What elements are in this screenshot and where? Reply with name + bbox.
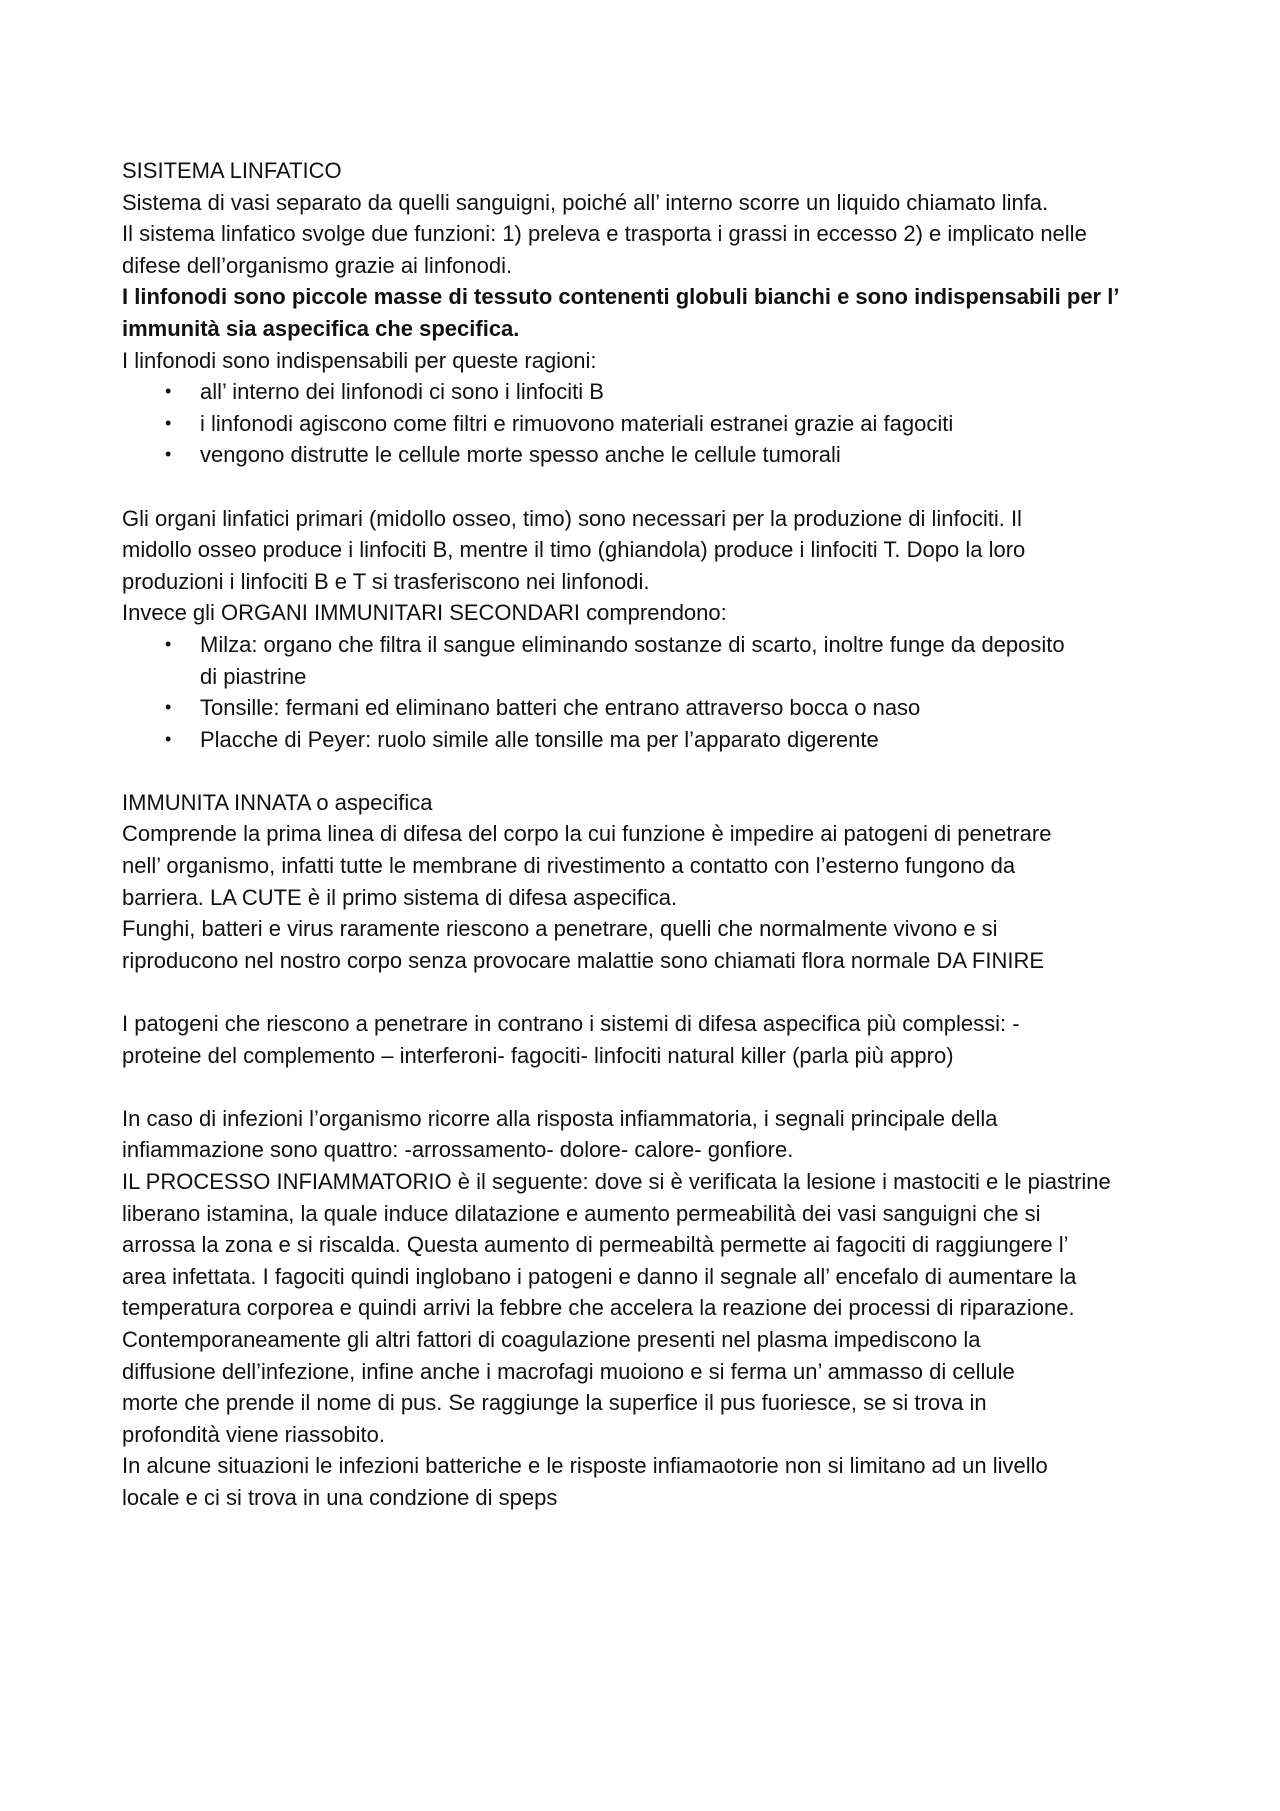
bullet-icon: • [165,444,172,465]
list-item [122,408,1172,440]
list-item-text: all’ interno dei linfonodi ci sono i linfociti B [200,379,604,405]
text-line: immunità sia aspecifica che specifica. [122,315,520,341]
primary-organs-paragraph [122,503,1172,629]
text-line: difese dell’organismo grazie ai linfonodi. [122,252,513,278]
list-item-text: i linfonodi agiscono come filtri e rimuovono materiali estranei grazie ai fagociti [200,410,954,436]
bold-paragraph [122,281,1172,344]
text-line: Comprende la prima linea di difesa del corpo la cui funzione è impedire ai patogeni di penetrare [122,821,1052,847]
innate-paragraph [122,818,1172,976]
document-title: SISITEMA LINFATICO [122,158,342,183]
text-line: profondità viene riassobito. [122,1421,385,1447]
text-line: locale e ci si trova in una condzione di speps [122,1484,558,1510]
list-item-text: Placche di Peyer: ruolo simile alle tonsille ma per l’apparato digerente [200,726,879,752]
text-line: nell’ organismo, infatti tutte le membrane di rivestimento a contatto con l’esterno fungono da [122,853,1016,879]
text-line: Funghi, batteri e virus raramente riescono a penetrare, quelli che normalmente vivono e si [122,916,998,942]
text-line: midollo osseo produce i linfociti B, mentre il timo (ghiandola) produce i linfociti T. Dopo la loro [122,537,1026,563]
text-line: In caso di infezioni l’organismo ricorre alla risposta infiammatoria, i segnali principale della [122,1105,998,1131]
text-line: diffusione dell’infezione, infine anche i macrofagi muoiono e si ferma un’ ammasso di cellule [122,1358,1015,1384]
list-item-text: vengono distrutte le cellule morte spesso anche le cellule tumorali [200,442,841,468]
bullet-icon: • [165,633,172,654]
text-line: liberano istamina, la quale induce dilatazione e aumento permeabilità dei vasi sanguigni che si [122,1200,1041,1226]
reasons-list [122,376,1172,471]
bullet-icon: • [165,728,172,749]
inflammation-paragraph [122,1103,1172,1514]
text-line: Sistema di vasi separato da quelli sanguigni, poiché all’ interno scorre un liquido chiamato linfa. [122,189,1049,215]
paragraph-gap [122,755,1172,787]
pathogen-paragraph [122,1008,1172,1071]
text-line: Invece gli ORGANI IMMUNITARI SECONDARI comprendono: [122,600,727,626]
text-line: IL PROCESSO INFIAMMATORIO è il seguente: dove si è verificata la lesione i mastociti e le piastrine [122,1169,1111,1194]
intro-paragraph [122,187,1172,282]
list-item-text: Tonsille: fermani ed eliminano batteri che entrano attraverso bocca o naso [200,695,921,721]
paragraph-gap [122,976,1172,1008]
document-page [122,155,1172,1514]
secondary-organs-list [122,629,1172,755]
text-line: riproducono nel nostro corpo senza provocare malattie sono chiamati flora normale DA FINIRE [122,947,1045,973]
text-line: area infettata. I fagociti quindi inglobano i patogeni e danno il segnale all’ encefalo di aumentare la [122,1263,1077,1289]
text-line: I patogeni che riescono a penetrare in contrano i sistemi di difesa aspecifica più complessi: - [122,1011,1020,1037]
paragraph-gap [122,1071,1172,1103]
list-item [122,724,1172,756]
text-line: arrossa la zona e si riscalda. Questa aumento di permeabiltà permette ai fagociti di raggiungere l’ [122,1232,1069,1258]
text-line: Gli organi linfatici primari (midollo osseo, timo) sono necessari per la produzione di linfociti. Il [122,505,1022,531]
section-heading: IMMUNITA INNATA o aspecifica [122,789,433,815]
list-item [122,692,1172,724]
bullet-icon: • [165,412,172,433]
list-item-text: di piastrine [200,663,307,689]
text-line: I linfonodi sono piccole masse di tessuto contenenti globuli bianchi e sono indispensabili per l’ [122,284,1120,310]
bullet-icon: • [165,381,172,402]
text-line: proteine del complemento – interferoni- fagociti- linfociti natural killer (parla più appro) [122,1042,954,1068]
list-item-text: Milza: organo che filtra il sangue eliminando sostanze di scarto, inoltre funge da deposito [200,631,1065,657]
paragraph-gap [122,471,1172,503]
text-line: produzioni i linfociti B e T si trasferiscono nei linfonodi. [122,568,650,594]
text-line: In alcune situazioni le infezioni batteriche e le risposte infiamaotorie non si limitano ad un livello [122,1453,1048,1479]
list-item [122,376,1172,408]
text-line: morte che prende il nome di pus. Se raggiunge la superfice il pus fuoriesce, se si trova in [122,1390,987,1416]
text-line: temperatura corporea e quindi arrivi la febbre che accelera la reazione dei processi di riparazione. [122,1295,1075,1321]
text-line: barriera. LA CUTE è il primo sistema di difesa aspecifica. [122,884,678,910]
bullet-icon: • [165,697,172,718]
list-item [122,439,1172,471]
text-line: infiammazione sono quattro: -arrossamento- dolore- calore- gonfiore. [122,1137,794,1163]
reasons-intro: I linfonodi sono indispensabili per queste ragioni: [122,347,597,373]
text-line: Il sistema linfatico svolge due funzioni: 1) preleva e trasporta i grassi in eccesso 2) e implicato nelle [122,221,1087,247]
list-item [122,629,1172,692]
text-line: Contemporaneamente gli altri fattori di coagulazione presenti nel plasma impediscono la [122,1326,981,1352]
